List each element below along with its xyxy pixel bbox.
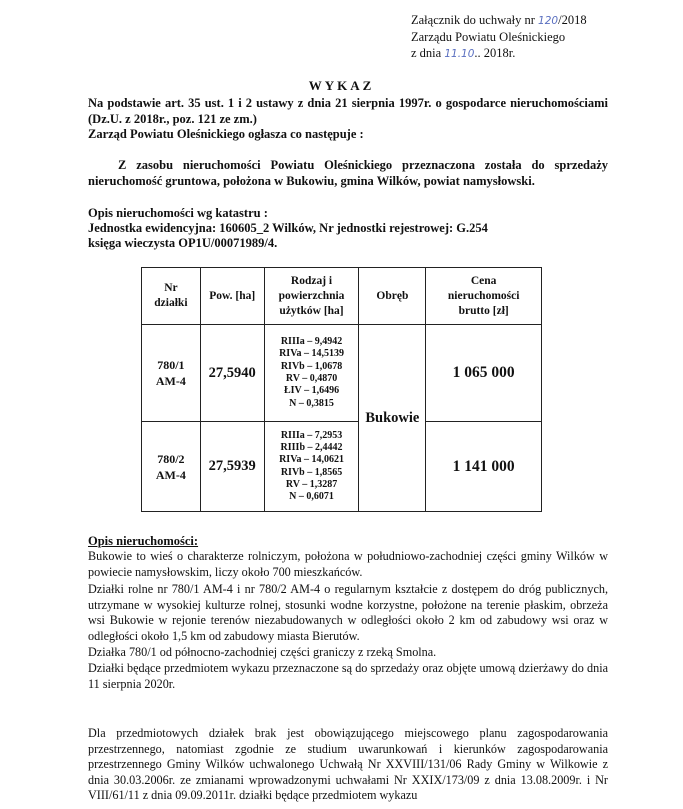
header-text: powierzchnia <box>278 289 345 302</box>
attachment-date-label: z dnia <box>411 46 445 60</box>
price-cell: 1 141 000 <box>426 422 542 512</box>
legal-basis: Na podstawie art. 35 ust. 1 i 2 ustawy z dnia 21 sierpnia 1997r. o gospodarce nieruchomościami (Dz.U. z 2018r., poz. 121 ze zm.) <box>88 96 608 126</box>
land-use-cell <box>264 422 359 512</box>
header-text: brutto [zł] <box>458 304 509 317</box>
header-plot-number <box>142 268 201 325</box>
plot-number-cell <box>142 422 201 512</box>
land-use-item: RIVb – 1,0678 <box>280 360 343 372</box>
map-sheet: AM-4 <box>155 467 186 482</box>
cadastre-heading: Opis nieruchomości wg katastru : <box>88 206 268 220</box>
land-use-item: RIVa – 14,5139 <box>279 348 344 360</box>
announcement: Zarząd Powiatu Oleśnickiego ogłasza co następuje : <box>88 127 364 141</box>
land-use-item: RIVa – 14,0621 <box>279 454 344 466</box>
header-text: nieruchomości <box>447 289 520 302</box>
plots-table <box>141 267 542 512</box>
planning-paragraph: Dla przedmiotowych działek brak jest obowiązującego miejscowego planu zagospodarowania przestrzennego, natomiast zgodnie ze studium uwarunkowań i kierunków zagospodarowania przestrzennego Gminy Wilków uchwalonego Uchwałą Nr XXVIII/131/06 Rady Gminy w Wilkowie z dnia 30.03.2006r. ze zmianami wprowadzonymi uchwałami Nr XXIX/173/09 z dnia 13.08.2009r. i Nr VIII/61/11 z dnia 09.09.2011r. działki będące przedmiotem wykazu <box>88 726 608 802</box>
header-text: Pow. [ha] <box>209 289 256 302</box>
header-area <box>200 268 264 325</box>
land-use-cell <box>264 325 359 422</box>
attachment-line-1 <box>411 12 587 29</box>
attachment-date-year: .. 2018r. <box>474 46 516 60</box>
handwritten-date: 11.10 <box>444 48 475 60</box>
table-row <box>142 325 542 422</box>
description-paragraph-3: Działka 780/1 od północno-zachodniej części graniczy z rzeką Smolna. <box>88 645 437 659</box>
land-use-item: N – 0,3815 <box>289 397 334 409</box>
map-sheet: AM-4 <box>155 374 186 388</box>
table-row <box>142 422 542 512</box>
land-use-item: RIVb – 1,8565 <box>280 466 343 478</box>
table-header-row <box>142 268 542 325</box>
land-use-item: RV – 1,3287 <box>285 478 338 490</box>
attachment-line-3 <box>411 45 587 62</box>
attachment-note <box>411 12 587 62</box>
header-text: działki <box>154 297 188 309</box>
header-text: Rodzaj i <box>290 274 333 287</box>
land-register: księga wieczysta OP1U/00071989/4. <box>88 236 278 250</box>
land-use-item: ŁIV – 1,6496 <box>283 385 340 397</box>
header-land-use <box>264 268 359 325</box>
plot-number-cell <box>142 325 201 422</box>
attachment-year: /2018 <box>558 13 587 27</box>
plot-area: 27,5940 <box>200 325 264 422</box>
header-text: Nr <box>164 282 178 294</box>
attachment-board: Zarządu Powiatu Oleśnickiego <box>411 30 566 44</box>
description-paragraph-1: Bukowie to wieś o charakterze rolniczym, położona w południowo-zachodniej części gminy Wilków w powiecie namysłowskim, liczy około 700 mieszkańców. <box>88 549 608 579</box>
header-text: Cena <box>470 274 497 287</box>
land-use-item: RIIIa – 7,2953 <box>280 429 343 441</box>
land-use-item: RIIIb – 2,4442 <box>280 441 343 453</box>
header-text: użytków [ha] <box>279 304 344 317</box>
purpose-statement: Z zasobu nieruchomości Powiatu Oleśnickiego przeznaczona została do sprzedaży nieruchomość gruntowa, położona w Bukowiu, gmina Wilków, powiat namysłowski. <box>88 158 608 188</box>
land-use-item: N – 0,6071 <box>289 491 334 503</box>
handwritten-resolution-number: 120 <box>538 15 559 27</box>
cadastre-unit: Jednostka ewidencyjna: 160605_2 Wilków, Nr jednostki rejestrowej: G.254 <box>88 221 488 235</box>
attachment-resolution-label: Załącznik do uchwały nr <box>411 13 539 27</box>
plot-number: 780/2 <box>157 451 185 466</box>
land-use-item: RIIIa – 9,4942 <box>280 336 343 348</box>
header-precinct <box>359 268 426 325</box>
precinct-cell: Bukowie <box>359 325 426 512</box>
price-cell: 1 065 000 <box>426 325 542 422</box>
document-title: WYKAZ <box>308 78 375 93</box>
plot-area: 27,5939 <box>200 422 264 512</box>
plot-number: 780/1 <box>157 358 185 372</box>
description-paragraph-2: Działki rolne nr 780/1 AM-4 i nr 780/2 AM-4 o regularnym kształcie z dostępem do dróg publicznych, utrzymane w wysokiej kulturze rolnej, stosunki wodne korzystne, położone na terenie płaskim, obrzeża wsi Bukowie w rejonie terenów niezabudowanych w odległości około 2 km od zabudowy wsi oraz w odległości około 1,5 km od zabudowy miasta Bierutów. <box>88 582 608 643</box>
description-heading: Opis nieruchomości: <box>88 534 199 548</box>
header-text: Obręb <box>376 289 409 302</box>
description-paragraph-4: Działki będące przedmiotem wykazu przeznaczone są do sprzedaży oraz objęte umową dzierżawy do dnia 11 sierpnia 2020r. <box>88 661 608 691</box>
header-price <box>426 268 542 325</box>
land-use-item: RV – 0,4870 <box>285 373 338 384</box>
